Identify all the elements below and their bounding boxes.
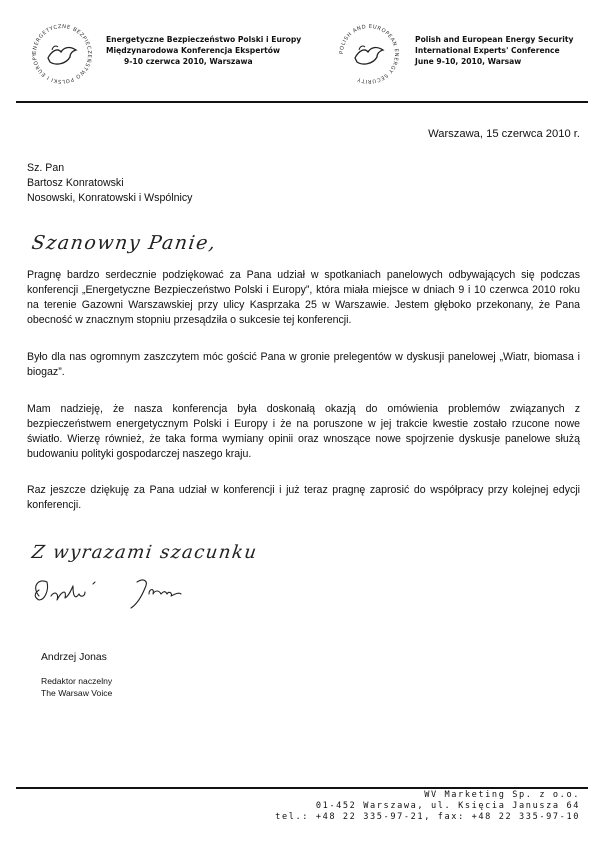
letter-paragraph-3: Mam nadzieję, że nasza konferencja była doskonałą okazją do omówienia problemów związanych z bezpieczeństwem energetycznym Polski i Europy i że na poruszone w jej trakcie kwestie zostało rzucone nowe światło. Wierzę również, że taka forma wymiany opinii oraz wnoszące nowe spojrzenie dyskusje panelowe służą budowaniu polityki gospodarczej naszego kraju. xyxy=(27,403,580,460)
signatory-title: Redaktor naczelny xyxy=(41,676,113,686)
letterhead-right-line2: International Experts' Conference xyxy=(415,46,560,55)
letterhead-right xyxy=(335,20,595,95)
footer-address: 01-452 Warszawa, ul. Księcia Janusza 64 xyxy=(315,801,580,811)
signatory-block xyxy=(41,675,112,699)
date-line: Warszawa, 15 czerwca 2010 r. xyxy=(428,128,580,140)
dove-logo-icon xyxy=(335,20,403,88)
footer-company: WV Marketing Sp. z o.o. xyxy=(424,790,580,800)
recipient-company: Nosowski, Konratowski i Wspólnicy xyxy=(27,192,193,204)
logo-ring-text: ENERGETYCZNE BEZPIECZEŃSTWO POLSKI I EUROPY xyxy=(31,23,93,85)
logo-ring-text: POLISH AND EUROPEAN ENERGY SECURITY xyxy=(338,23,400,85)
footer-divider xyxy=(16,787,588,789)
signatory-name: Andrzej Jonas xyxy=(41,652,107,663)
handwritten-closing: Z wyrazami szacunku xyxy=(30,542,259,563)
letterhead-right-line1: Polish and European Energy Security xyxy=(415,35,574,44)
handwritten-signature xyxy=(25,570,225,615)
letter-paragraph-4: Raz jeszcze dziękuję za Pana udział w konferencji i już teraz pragnę zaprosić do współpracy przy kolejnej edycji konferencji. xyxy=(27,484,580,511)
signatory-organization: The Warsaw Voice xyxy=(41,688,113,698)
recipient-name: Bartosz Konratowski xyxy=(27,177,124,189)
letter-paragraph-1: Pragnę bardzo serdecznie podziękować za Pana udział w spotkaniach panelowych odbywających się podczas konferencji „Energetyczne Bezpieczeństwo Polski i Europy”, która miała miejsce w dniach 9 i 10 czerwca 2010 roku na terenie Gazowni Warszawskiej przy ulicy Kasprzaka 25 w Warszawie. Jestem głęboko przekonany, że Pana obecność w znacznym stopniu przesądziła o sukcesie tej konferencji. xyxy=(27,269,580,326)
recipient-block xyxy=(27,161,192,206)
footer-contact: tel.: +48 22 335-97-21, fax: +48 22 335-97-10 xyxy=(275,812,580,822)
dove-logo-icon xyxy=(28,20,96,88)
handwritten-greeting: Szanowny Panie, xyxy=(30,232,219,254)
header-divider xyxy=(16,101,588,103)
letterhead-left-line1: Energetyczne Bezpieczeństwo Polski i Europy xyxy=(106,35,302,44)
letterhead-left-line3: 9-10 czerwca 2010, Warszawa xyxy=(124,57,253,66)
letter-paragraph-2: Było dla nas ogromnym zaszczytem móc gościć Pana w gronie prelegentów w dyskusji panelowej „Wiatr, biomasa i biogaz”. xyxy=(27,351,580,378)
recipient-salutation: Sz. Pan xyxy=(27,162,65,174)
letterhead-left-line2: Międzynarodowa Konferencja Ekspertów xyxy=(106,46,280,55)
footer-block xyxy=(275,790,580,823)
letterhead-right-line3: June 9-10, 2010, Warsaw xyxy=(415,57,522,66)
letterhead-left xyxy=(28,20,308,95)
